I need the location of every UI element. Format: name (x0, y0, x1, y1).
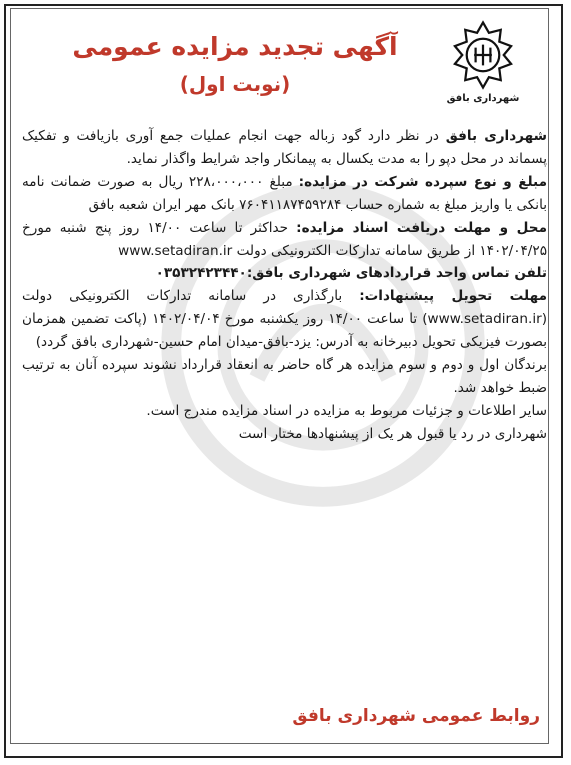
winners-paragraph: برندگان اول و دوم و سوم مزایده هر گاه حاضر به انعقاد قرارداد نشوند سپرده آنان به ترتیب ضبط خواهد شد. (22, 357, 547, 396)
phone-paragraph (22, 262, 547, 285)
deposit-text: مبلغ ۲۲۸،۰۰۰،۰۰۰ ریال به صورت ضمانت نامه بانکی یا واریز مبلغ به شماره حساب ۷۶۰۴۱۱۸۷۴۵۹۲۸۴ بانک مهر ایران شعبه بافق (22, 173, 547, 213)
deposit-label: مبلغ و نوع سپرده شرکت در مزایده: (298, 173, 547, 190)
footer-signature: روابط عمومی شهرداری بافق (292, 706, 540, 726)
intro-text: در نظر دارد گود زباله جهت انجام عملیات جمع آوری بازیافت و تفکیک پسماند در محل دپو را به مدت یکسال به پیمانکار واجد شرایط واگذار نماید. (22, 128, 547, 167)
rights-paragraph: شهرداری در رد یا قبول هر یک از پیشنهادها مختار است (238, 425, 547, 442)
deposit-paragraph (22, 171, 547, 217)
submission-label: مهلت تحویل پیشنهادات: (359, 288, 547, 305)
documents-paragraph (22, 217, 547, 263)
documents-text: حداکثر تا ساعت ۱۴/۰۰ روز پنج شنبه مورخ ۱۴۰۲/۰۴/۲۵ از طریق سامانه تدارکات الکترونیکی دولت www.setadiran.ir (22, 219, 547, 259)
intro-paragraph (22, 125, 547, 171)
intro-label: شهرداری بافق (445, 128, 547, 144)
notice-body (22, 125, 547, 446)
submission-text: بارگذاری در سامانه تدارکات الکترونیکی دولت (www.setadiran.ir) تا ساعت ۱۴/۰۰ روز یکشنبه مورخ ۱۴۰۲/۰۴/۰۴ (پاکت تضمین همزمان بصورت فیزیکی تحویل دبیرخانه به آدرس: یزد-بافق-میدان امام حسین-شهرداری بافق گردد) (22, 288, 548, 351)
page-subtitle: (نوبت اول) (179, 72, 291, 96)
municipality-logo-icon (446, 18, 520, 92)
submission-paragraph (22, 285, 547, 354)
phone-label: تلفن تماس واحد قراردادهای شهرداری بافق: (246, 265, 547, 282)
logo-caption: شهرداری بافق (446, 93, 520, 104)
documents-label: محل و مهلت دریافت اسناد مزایده: (296, 219, 547, 236)
other-info-paragraph: سایر اطلاعات و جزئیات مربوط به مزایده در اسناد مزایده مندرج است. (146, 402, 547, 419)
phone-value: ۰۳۵۳۲۴۲۳۴۴۰ (155, 265, 247, 282)
page-title: آگهی تجدید مزایده عمومی (72, 32, 398, 61)
municipality-logo (440, 18, 526, 108)
